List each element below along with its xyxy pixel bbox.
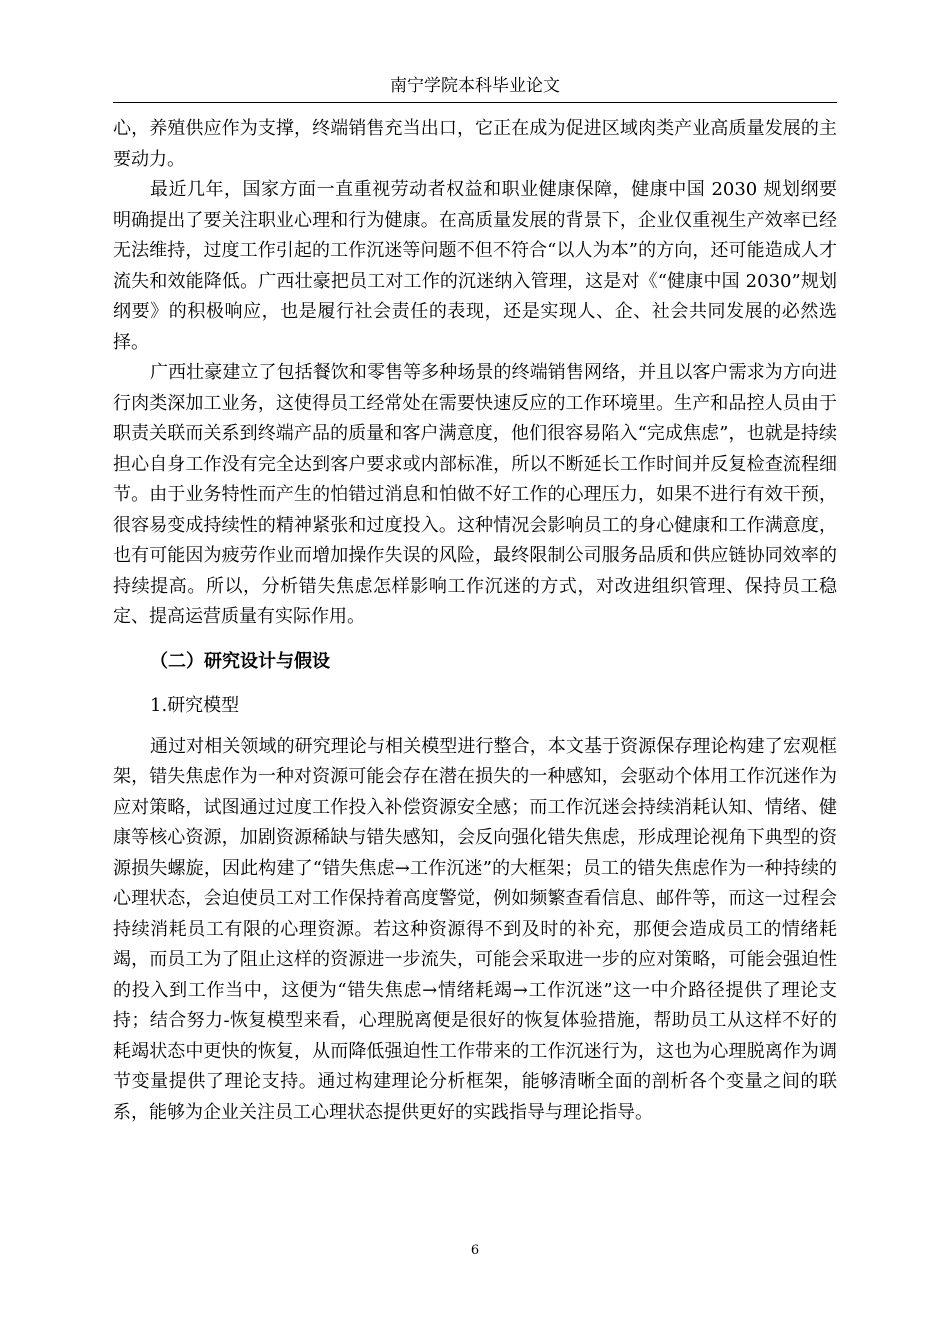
body-text <box>113 114 837 1128</box>
paragraph-research-model: 通过对相关领域的研究理论与相关模型进行整合，本文基于资源保存理论构建了宏观框架，错失焦虑作为一种对资源可能会存在潜在损失的一种感知，会驱动个体用工作沉迷作为应对策略，试图通过过度工作投入补偿资源安全感；而工作沉迷会持续消耗认知、情绪、健康等核心资源，加剧资源稀缺与错失感知，会反向强化错失焦虑，形成理论视角下典型的资源损失螺旋，因此构建了“错失焦虑→工作沉迷”的大框架；员工的错失焦虑作为一种持续的心理状态，会迫使员工对工作保持着高度警觉，例如频繁查看信息、邮件等，而这一过程会持续消耗员工有限的心理资源。若这种资源得不到及时的补充，那便会造成员工的情绪耗竭，而员工为了阻止这样的资源进一步流失，可能会采取进一步的应对策略，可能会强迫性的投入到工作当中，这便为“错失焦虑→情绪耗竭→工作沉迷”这一中介路径提供了理论支持；结合努力-恢复模型来看，心理脱离便是很好的恢复体验措施，帮助员工从这样不好的耗竭状态中更快的恢复，从而降低强迫性工作带来的工作沉迷行为，这也为心理脱离作为调节变量提供了理论支持。通过构建理论分析框架，能够清晰全面的剖析各个变量之间的联系，能够为企业关注员工心理状态提供更好的实践指导与理论指导。 <box>113 735 837 1123</box>
page-number: 6 <box>470 1243 480 1258</box>
paragraph-continued: 心，养殖供应作为支撑，终端销售充当出口，它正在成为促进区域肉类产业高质量发展的主要动力。 <box>113 118 837 170</box>
paragraph-policy-background: 最近几年，国家方面一直重视劳动者权益和职业健康保障，健康中国 2030 规划纲要明确提出了要关注职业心理和行为健康。在高质量发展的背景下，企业仅重视生产效率已经无法维持，过度工作引起的工作沉迷等问题不但不符合“以人为本”的方向，还可能造成人才流失和效能降低。广西壮豪把员工对工作的沉迷纳入管理，这是对《“健康中国 2030”规划纲要》的积极响应，也是履行社会责任的表现，还是实现人、企、社会共同发展的必然选择。 <box>113 179 837 353</box>
header-divider <box>113 102 837 103</box>
running-header: 南宁学院本科毕业论文 <box>390 76 560 96</box>
subsection-heading: 1.研究模型 <box>150 694 240 716</box>
section-heading: （二）研究设计与假设 <box>150 650 330 672</box>
paragraph-company-context: 广西壮豪建立了包括餐饮和零售等多种场景的终端销售网络，并且以客户需求为方向进行肉类深加工业务，这使得员工经常处在需要快速反应的工作环境里。生产和品控人员由于职责关联而关系到终端产品的质量和客户满意度，他们很容易陷入“完成焦虑”，也就是持续担心自身工作没有完全达到客户要求或内部标准，所以不断延长工作时间并反复检查流程细节。由于业务特性而产生的怕错过消息和怕做不好工作的心理压力，如果不进行有效干预，很容易变成持续性的精神紧张和过度投入。这种情况会影响员工的身心健康和工作满意度，也有可能因为疲劳作业而增加操作失误的风险，最终限制公司服务品质和供应链协同效率的持续提高。所以，分析错失焦虑怎样影响工作沉迷的方式，对改进组织管理、保持员工稳定、提高运营质量有实际作用。 <box>113 362 837 627</box>
